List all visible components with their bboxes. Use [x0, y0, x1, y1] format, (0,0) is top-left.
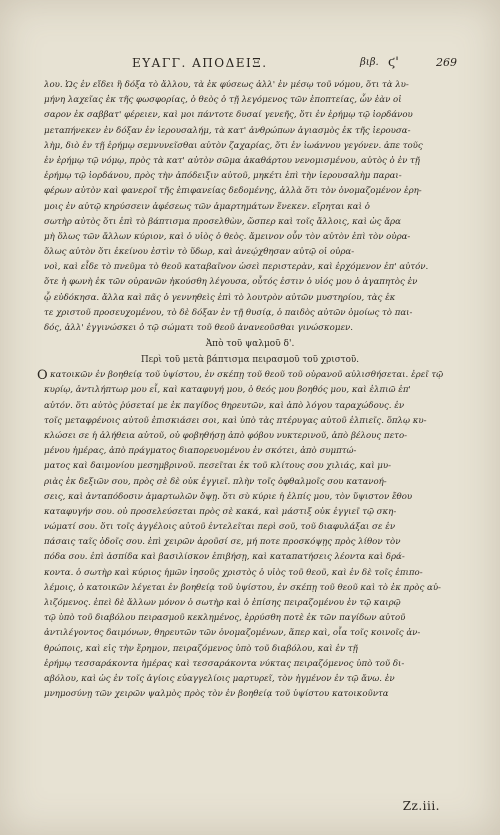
- paragraph-commentary: [44, 78, 456, 336]
- text-line: μεταπήνεκεν ἐν δόξαν ἐν ἱερουσαλήμ, τὰ κατ' ἀνθρώπων ἁγιασμὸς ἐκ τῆς ἱερουσα-: [44, 125, 411, 136]
- text-line: θρώποις, καὶ εἰς τὴν ἔρημον, πειραζόμενος ὑπὸ τοῦ διαβόλου, καὶ ἐν τῇ: [44, 643, 358, 654]
- text-line: κοντα. ὁ σωτὴρ καὶ κύριος ἡμῶν ἰησοῦς χριστὸς ὁ υἱὸς τοῦ θεοῦ, καὶ ἐν δὲ τοῖς ἐπιπο-: [44, 567, 423, 578]
- text-line: ἐρήμῳ τεσσαράκοντα ἡμέρας καὶ τεσσαράκοντα νύκτας πειραζόμενος ὑπὸ τοῦ δι-: [44, 658, 405, 669]
- text-line: κλώσει σε ἡ ἀλήθεια αὐτοῦ, οὐ φοβηθήσῃ ἀπὸ φόβου νυκτερινοῦ, ἀπὸ βέλους πετο-: [44, 430, 408, 441]
- text-line: τε χριστοῦ προσευχομένου, τὸ δὲ δόξαν ἐν τῇ θυσίᾳ, ὁ παιδὸς αὐτῶν ὁμοίως τὸ παι-: [44, 307, 413, 318]
- text-line: ἐρήμῳ τῷ ἰορδάνου, πρὸς τὴν ἀπόδειξιν αὐτοῦ, μηκέτι ἐπὶ τὴν ἱερουσαλὴμ παραι-: [44, 171, 402, 182]
- text-line: ριὰς ἐκ δεξιῶν σου, πρὸς σὲ δὲ οὐκ ἐγγιεῖ. πλὴν τοῖς ὀφθαλμοῖς σου κατανοή-: [44, 476, 387, 487]
- text-line: σαρον ἐκ σαββατ' φέρειεν, καὶ μοι πάντοτε δυσαί γενεῆς, ὅτι ἐν ἐρήμῳ τῷ ἰορδάνου: [44, 110, 413, 121]
- text-line: λιζόμενος. ἐπεὶ δὲ ἄλλων μόνον ὁ σωτὴρ καὶ ὁ ἐπίσης πειραζομένου ἐν τῷ καιρῷ: [44, 598, 401, 608]
- text-line: μήνη λαχεῖας ἐκ τῆς φωσφορίας, ὁ θεὸς ὁ τῇ λεγόμενος τῶν ἐποπτείας, ὧν ἐὰν οἱ: [44, 95, 402, 106]
- text-line: σωτὴρ αὐτὸς ὅτι ἐπὶ τὸ βάπτισμα προσελθὼν, ὥσπερ καὶ τοῖς ἄλλοις, καὶ ὡς ἄρα: [44, 216, 401, 227]
- text-line: ἐν ἐρήμῳ τῷ νόμῳ, πρὸς τὰ κατ' αὐτὸν σῶμα ἀκαθάρτου νενομισμένου, αὐτὸς ὁ ἐν τῇ: [44, 155, 420, 166]
- text-line: κατοικῶν ἐν βοηθείᾳ τοῦ ὑψίστου, ἐν σκέπῃ τοῦ θεοῦ τοῦ οὐρανοῦ αὐλισθήσεται. ἐρεῖ τῷ: [50, 370, 444, 381]
- book-reference: βιβ.: [360, 57, 379, 68]
- chapter-mark: ϛ': [388, 55, 399, 70]
- text-line: ᾧ εὐδόκησα. ἄλλα καὶ πᾶς ὁ γεννηθεὶς ἐπὶ τὸ λουτρὸν αὐτῶν μυστηρίου, τὰς ἐκ: [44, 292, 396, 303]
- body-text: [37, 78, 456, 702]
- text-line: ὅτε ἡ φωνὴ ἐκ τῶν οὐρανῶν ἠκούσθη λέγουσα, οὗτός ἐστιν ὁ υἱός μου ὁ ἀγαπητὸς ἐν: [44, 277, 418, 288]
- text-line: μένου ἡμέρας, ἀπὸ πράγματος διαπορευομένου ἐν σκότει, ἀπὸ συμπτώ-: [44, 446, 357, 457]
- paragraph-psalm: [37, 368, 456, 702]
- text-line: ἀντιλέγοντος δαιμόνων, θηρευτῶν τῶν ὀνομαζομένων, ἅπερ καὶ, οἷα τοῖς κοινοῖς ἀν-: [44, 628, 421, 639]
- text-line: δός, ἀλλ' ἐγγινώσκει ὁ τῷ σώματι τοῦ θεοῦ ἀνανεοῦσθαι γινώσκομεν.: [44, 323, 354, 333]
- text-line: ματος καὶ δαιμονίου μεσημβρινοῦ. πεσεῖται ἐκ τοῦ κλίτους σου χιλιάς, καὶ μυ-: [44, 461, 392, 472]
- text-line: πόδα σου. ἐπὶ ἀσπίδα καὶ βασιλίσκον ἐπιβήσῃ, καὶ καταπατήσεις λέοντα καὶ δρά-: [44, 552, 405, 563]
- drop-initial: Ο: [37, 368, 48, 384]
- text-line: αὐτόν. ὅτι αὐτὸς ῥύσεταί με ἐκ παγίδος θηρευτῶν, καὶ ἀπὸ λόγου ταραχώδους. ἐν: [44, 400, 405, 411]
- text-line: μὴ ὅλως τῶν ἄλλων κύριον, καὶ ὁ υἱὸς ὁ θεὸς. ἄμεινον οὖν τὸν αὐτὸν ἐπὶ τὸν οὐρα-: [44, 231, 411, 242]
- page-header: [0, 56, 500, 76]
- text-line: πάσαις ταῖς ὁδοῖς σου. ἐπὶ χειρῶν ἀροῦσί σε, μή ποτε προσκόψῃς πρὸς λίθον τὸν: [44, 537, 401, 548]
- text-line: μνημοσύνῃ τῶν χειρῶν ψαλμὸς πρὸς τὸν ἐν βοηθείᾳ τοῦ ὑψίστου κατοικοῦντα: [44, 689, 389, 700]
- text-line: τῷ ὑπὸ τοῦ διαβόλου πειρασμοῦ κεκλημένος, ἐρρύσθη ποτὲ ἐκ τῶν παγίδων αὐτοῦ: [44, 613, 406, 624]
- text-line: λὴμ, διὸ ἐν τῇ ἐρήμῳ σεμνυνεῖσθαι αὐτὸν ζαχαρίας, ὅτι ἐν ἰωάννου γεγόνεν. ἀπε τοῦς: [44, 140, 423, 151]
- text-line: κυρίῳ, ἀντιλήπτωρ μου εἶ, καὶ καταφυγή μου, ὁ θεός μου βοηθός μου, καὶ ἐλπιῶ ἐπ': [44, 385, 411, 396]
- text-line: λου. Ὡς ἐν εἴδει ἢ δόξα τὸ ἄλλου, τὰ ἐκ φύσεως ἀλλ' ἐν μέσῳ τοῦ νόμου, ὅτι τὰ λυ-: [44, 80, 409, 90]
- running-head: ΕΥΑΓΓ. ΑΠΟΔΕΙΞ.: [132, 56, 268, 70]
- text-line: ὅλως αὐτὸν ὅτι ἐκείνου ἐστὶν τὸ ὕδωρ, καὶ ἀνεῴχθησαν αὐτῷ οἱ οὐρα-: [44, 247, 355, 258]
- text-line: μοις ἐν αὐτῷ κηρύσσειν ἀφέσεως τῶν ἁμαρτημάτων ἕνεκεν. εἴρηται καὶ ὁ: [44, 201, 370, 212]
- text-line: σεις, καὶ ἀνταπόδοσιν ἁμαρτωλῶν ὄψῃ. ὅτι σὺ κύριε ἡ ἐλπίς μου, τὸν ὕψιστον ἔθου: [44, 491, 413, 502]
- signature-mark: Zz.iii.: [402, 799, 440, 813]
- text-line: νώματί σου. ὅτι τοῖς ἀγγέλοις αὐτοῦ ἐντελεῖται περὶ σοῦ, τοῦ διαφυλάξαι σε ἐν: [44, 522, 396, 533]
- text-line: φέρων αὐτὸν καὶ φανεροῖ τῆς ἐπιφανείας δεδομένης, ἀλλὰ ὅτι τὸν ὀνομαζομένον ἐρη-: [44, 186, 422, 197]
- text-line: τοῖς μεταφρένοις αὐτοῦ ἐπισκιάσει σοι, καὶ ὑπὸ τὰς πτέρυγας αὐτοῦ ἐλπιεῖς. ὅπλῳ κυ-: [44, 415, 427, 426]
- text-line: καταφυγήν σου. οὐ προσελεύσεται πρὸς σὲ κακά, καὶ μάστιξ οὐκ ἐγγιεῖ τῷ σκη-: [44, 506, 397, 517]
- section-title: Ἀπὸ τοῦ ψαλμοῦ δ'.: [205, 339, 295, 350]
- section-subtitle: Περὶ τοῦ μετὰ βάπτισμα πειρασμοῦ τοῦ χριστοῦ.: [140, 355, 360, 366]
- text-line: νοὶ, καὶ εἶδε τὸ πνεῦμα τὸ θεοῦ καταβαῖνον ὡσεὶ περιστερὰν, καὶ ἐρχόμενον ἐπ' αὐτόν.: [44, 262, 429, 273]
- text-line: λέμοις, ὁ κατοικῶν λέγεται ἐν βοηθείᾳ τοῦ ὑψίστου, ἐν σκέπῃ τοῦ θεοῦ καὶ τὸ ἐκ πρὸς αὐ-: [44, 582, 441, 593]
- text-line: αβόλου, καὶ ὡς ἐν τοῖς ἁγίοις εὐαγγελίοις μαρτυρεῖ, τὸν ἠγμένον ἐν τῷ ἄνω. ἐν: [44, 673, 395, 684]
- page-number: 269: [436, 56, 457, 69]
